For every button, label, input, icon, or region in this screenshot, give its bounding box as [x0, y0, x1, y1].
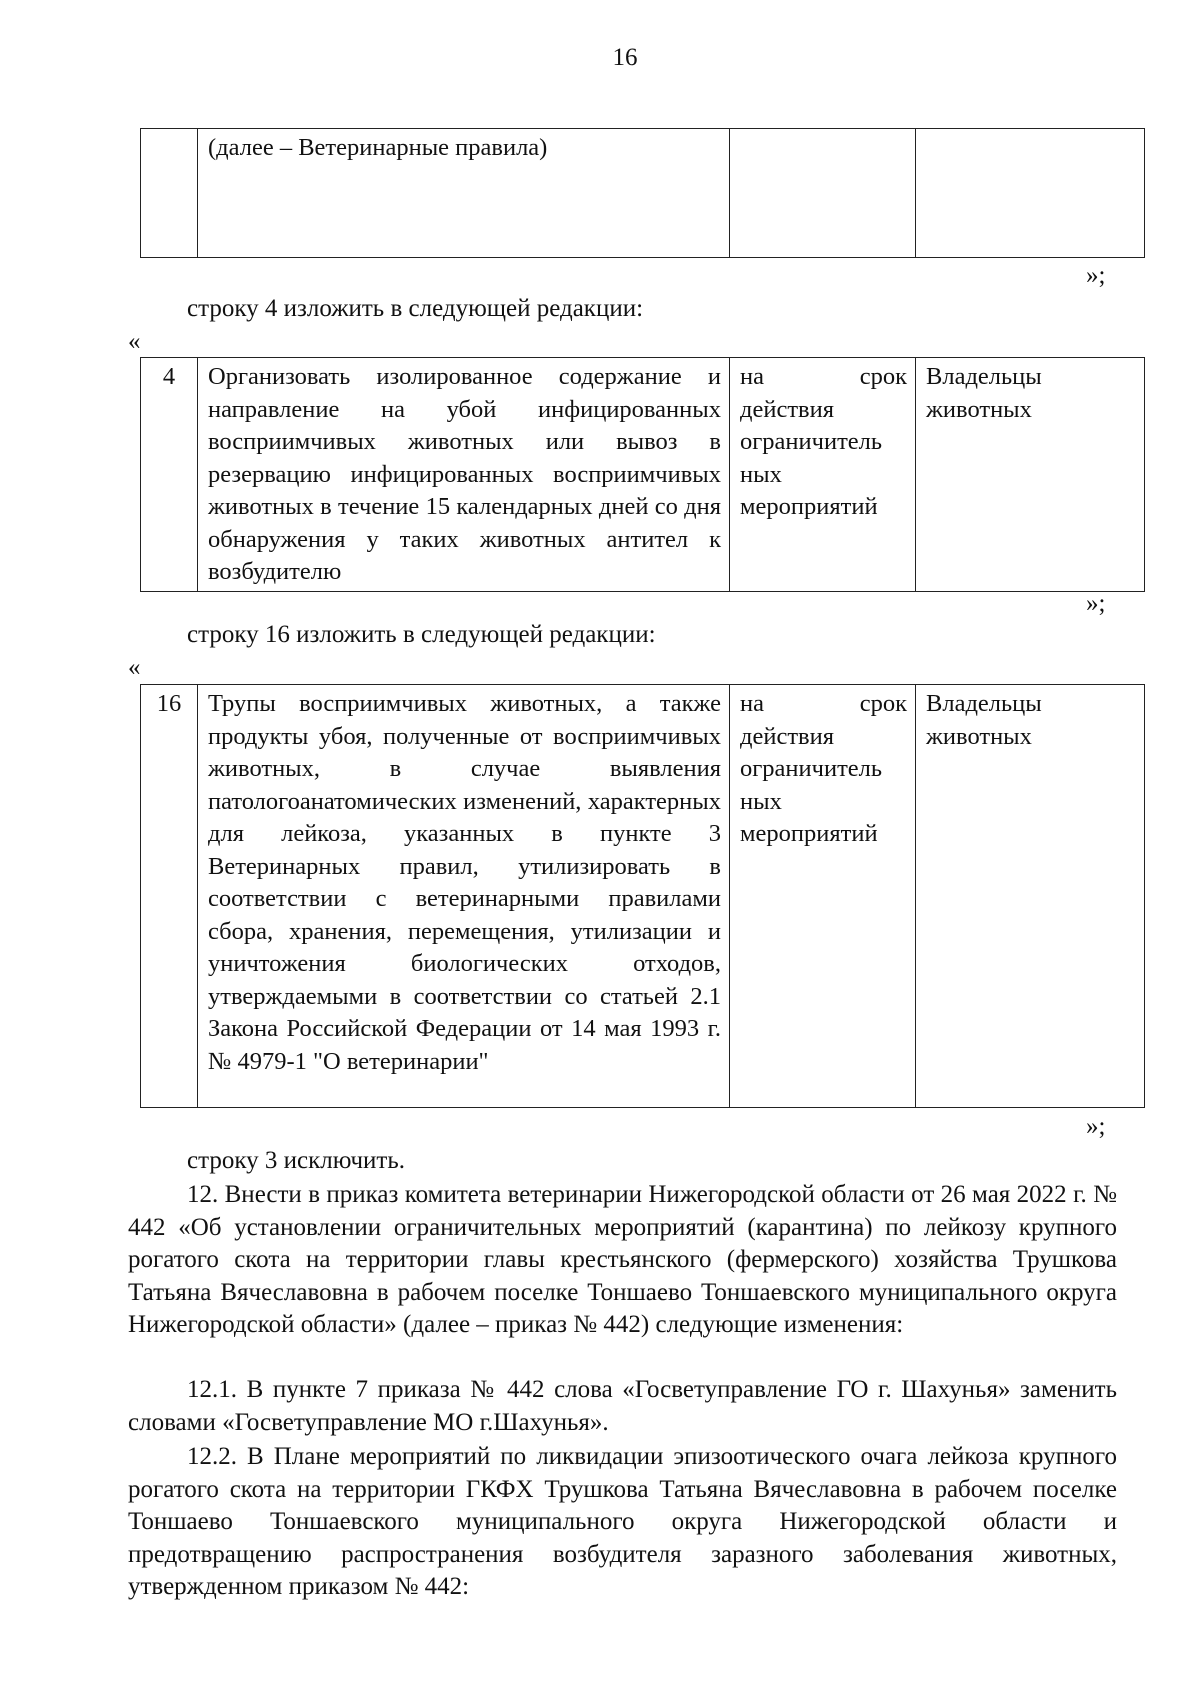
- closing-quote: »;: [1086, 1113, 1106, 1140]
- term-cell: на срок действия ограничитель ных мероприятий: [730, 685, 916, 1108]
- table-row: [141, 129, 1145, 258]
- instruction-row-3: строку 3 исключить.: [187, 1147, 405, 1174]
- measure-cell: Трупы восприимчивых животных, а также продукты убоя, полученные от восприимчивых животных, в случае выявления патологоанатомических изменений, характерных для лейкоза, указанных в пункте 3 Ветеринарных правил, утилизировать в соответствии с ветеринарными правилами сбора, хранения, перемещения, утилизации и уничтожения биологических отходов, утверждаемыми в соответствии со статьей 2.1 Закона Российской Федерации от 14 мая 1993 г. № 4979-1 "О ветеринарии": [198, 685, 730, 1108]
- measure-cell: (далее – Ветеринарные правила): [198, 129, 730, 258]
- closing-quote: »;: [1086, 590, 1106, 617]
- opening-quote: «: [128, 654, 141, 681]
- paragraph-12: 12. Внести в приказ комитета ветеринарии Нижегородской области от 26 мая 2022 г. № 442 «Об установлении ограничительных мероприятий (карантина) по лейкозу крупного рогатого скота на территории главы крестьянского (фермерского) хозяйства Трушкова Татьяна Вячеславовна в рабочем поселке Тоншаево Тоншаевского муниципального округа Нижегородской области» (далее – приказ № 442) следующие изменения:: [128, 1181, 1117, 1339]
- paragraph-12-1: 12.1. В пункте 7 приказа № 442 слова «Госветуправление ГО г. Шахунья» заменить словами «Госветуправление МО г.Шахунья».: [128, 1376, 1117, 1436]
- responsible-cell: Владельцы животных: [916, 358, 1145, 592]
- paragraph-12-2: 12.2. В Плане мероприятий по ликвидации эпизоотического очага лейкоза крупного рогатого скота на территории ГКФХ Трушкова Татьяна Вячеславовна в рабочем поселке Тоншаево Тоншаевского муниципального округа Нижегородской области и предотвращению распространения возбудителя заразного заболевания животных, утвержденном приказом № 442:: [128, 1443, 1117, 1601]
- table-row: [141, 358, 1145, 592]
- opening-quote: «: [128, 328, 141, 355]
- table-row: [141, 685, 1145, 1108]
- measure-cell: Организовать изолированное содержание и направление на убой инфицированных восприимчивых животных или вывоз в резервацию инфицированных восприимчивых животных в течение 15 календарных дней со дня обнаружения у таких животных антител к возбудителю: [198, 358, 730, 592]
- row-number-cell: 16: [141, 685, 198, 1108]
- term-cell: [730, 129, 916, 258]
- term-cell: на срок действия ограничитель ных мероприятий: [730, 358, 916, 592]
- responsible-cell: Владельцы животных: [916, 685, 1145, 1108]
- table-fragment-continuation: [140, 128, 1145, 258]
- responsible-cell: [916, 129, 1145, 258]
- page-number: 16: [612, 44, 638, 71]
- row-number-cell: 4: [141, 358, 198, 592]
- table-row-16: [140, 684, 1145, 1108]
- instruction-row-16: строку 16 изложить в следующей редакции:: [187, 621, 656, 648]
- table-row-4: [140, 357, 1145, 592]
- instruction-row-4: строку 4 изложить в следующей редакции:: [187, 295, 644, 322]
- row-number-cell: [141, 129, 198, 258]
- closing-quote: »;: [1086, 262, 1106, 289]
